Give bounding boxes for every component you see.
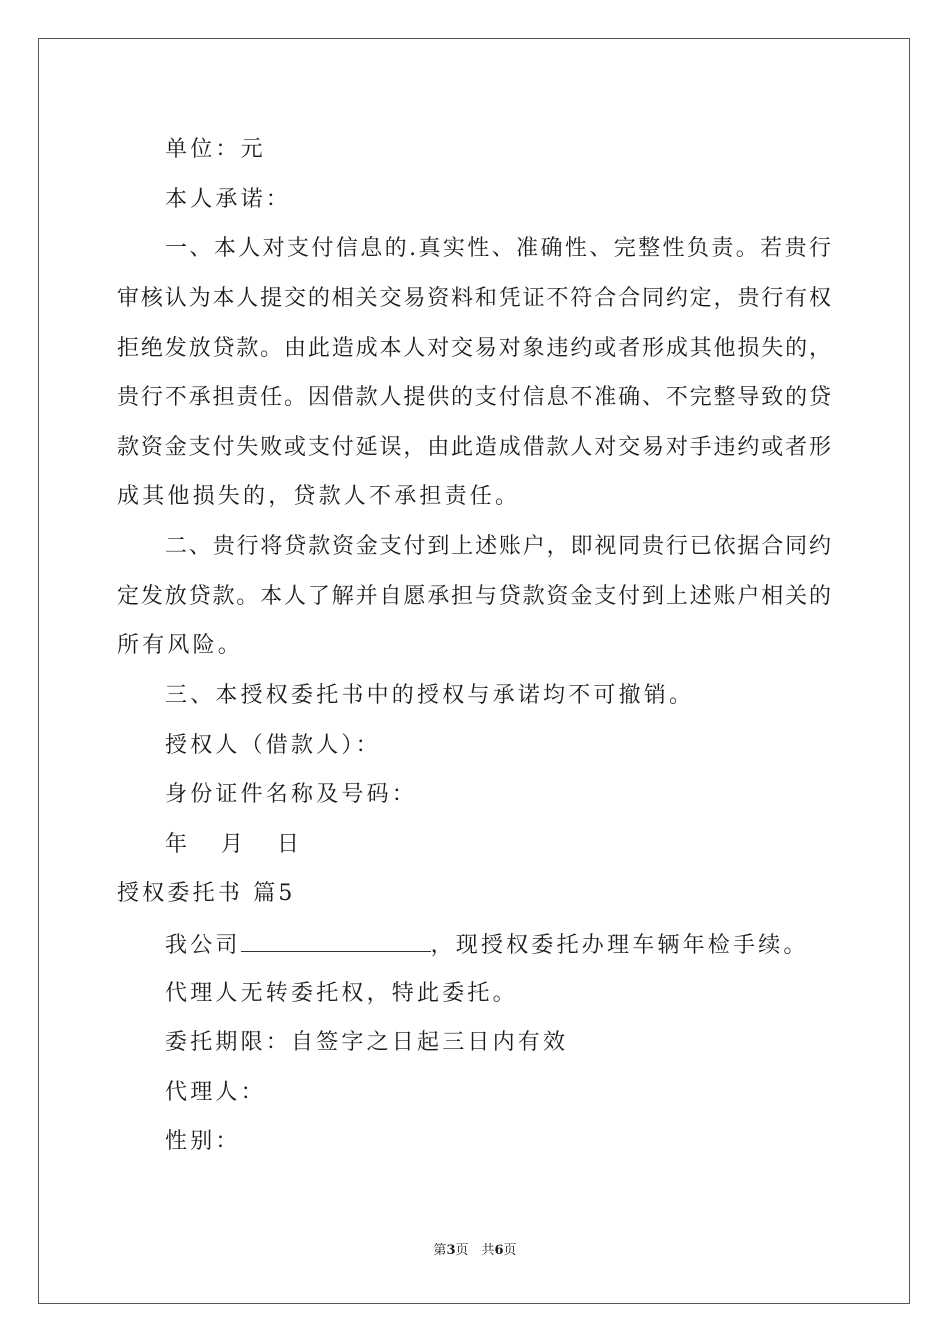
no-transfer-line: 代理人无转委托权，特此委托。 [165, 981, 518, 1006]
paragraph-2-line-2: 定发放贷款。本人了解并自愿承担与贷款资金支付到上述账户相关的 [117, 584, 831, 609]
paragraph-1-line-4: 贵行不承担责任。因借款人提供的支付信息不准确、不完整导致的贷 [117, 385, 831, 410]
term-line: 委托期限：自签字之日起三日内有效 [165, 1030, 569, 1055]
company-name-blank [241, 929, 431, 952]
footer-mid: 页 共 [455, 1243, 495, 1258]
unit-line: 单位：元 [165, 137, 266, 162]
page-footer [0, 1242, 950, 1260]
company-line [165, 929, 809, 961]
footer-suffix: 页 [503, 1243, 517, 1258]
section-title: 授权委托书 篇5 [117, 881, 296, 906]
paragraph-2-line-3: 所有风险。 [117, 633, 244, 658]
company-suffix: ，现授权委托办理车辆年检手续。 [430, 933, 809, 958]
paragraph-2-line-1: 二、贵行将贷款资金支付到上述账户，即视同贵行已依据合同约 [165, 534, 831, 559]
grantor-line: 授权人（借款人）： [165, 733, 381, 758]
paragraph-1-line-2: 审核认为本人提交的相关交易资料和凭证不符合合同约定，贵行有权 [117, 286, 831, 311]
footer-prefix: 第 [433, 1243, 447, 1258]
paragraph-1-line-1: 一、本人对支付信息的.真实性、准确性、完整性负责。若贵行 [165, 236, 831, 261]
footer-page-number: 3 [446, 1243, 456, 1258]
page-border [38, 38, 910, 1304]
agent-line: 代理人： [165, 1080, 266, 1105]
gender-line: 性别： [165, 1129, 241, 1154]
paragraph-1-line-6: 成其他损失的，贷款人不承担责任。 [117, 484, 521, 509]
company-prefix: 我公司 [165, 933, 241, 958]
paragraph-1-line-5: 款资金支付失败或支付延误，由此造成借款人对交易对手违约或者形 [117, 435, 831, 460]
footer-total-pages: 6 [494, 1243, 504, 1258]
paragraph-1-line-3: 拒绝发放贷款。由此造成本人对交易对象违约或者形成其他损失的， [117, 336, 831, 361]
id-document-line: 身份证件名称及号码： [165, 782, 418, 807]
promise-heading: 本人承诺： [165, 187, 292, 212]
paragraph-3: 三、本授权委托书中的授权与承诺均不可撤销。 [165, 683, 695, 708]
date-line: 年 月 日 [165, 832, 306, 857]
